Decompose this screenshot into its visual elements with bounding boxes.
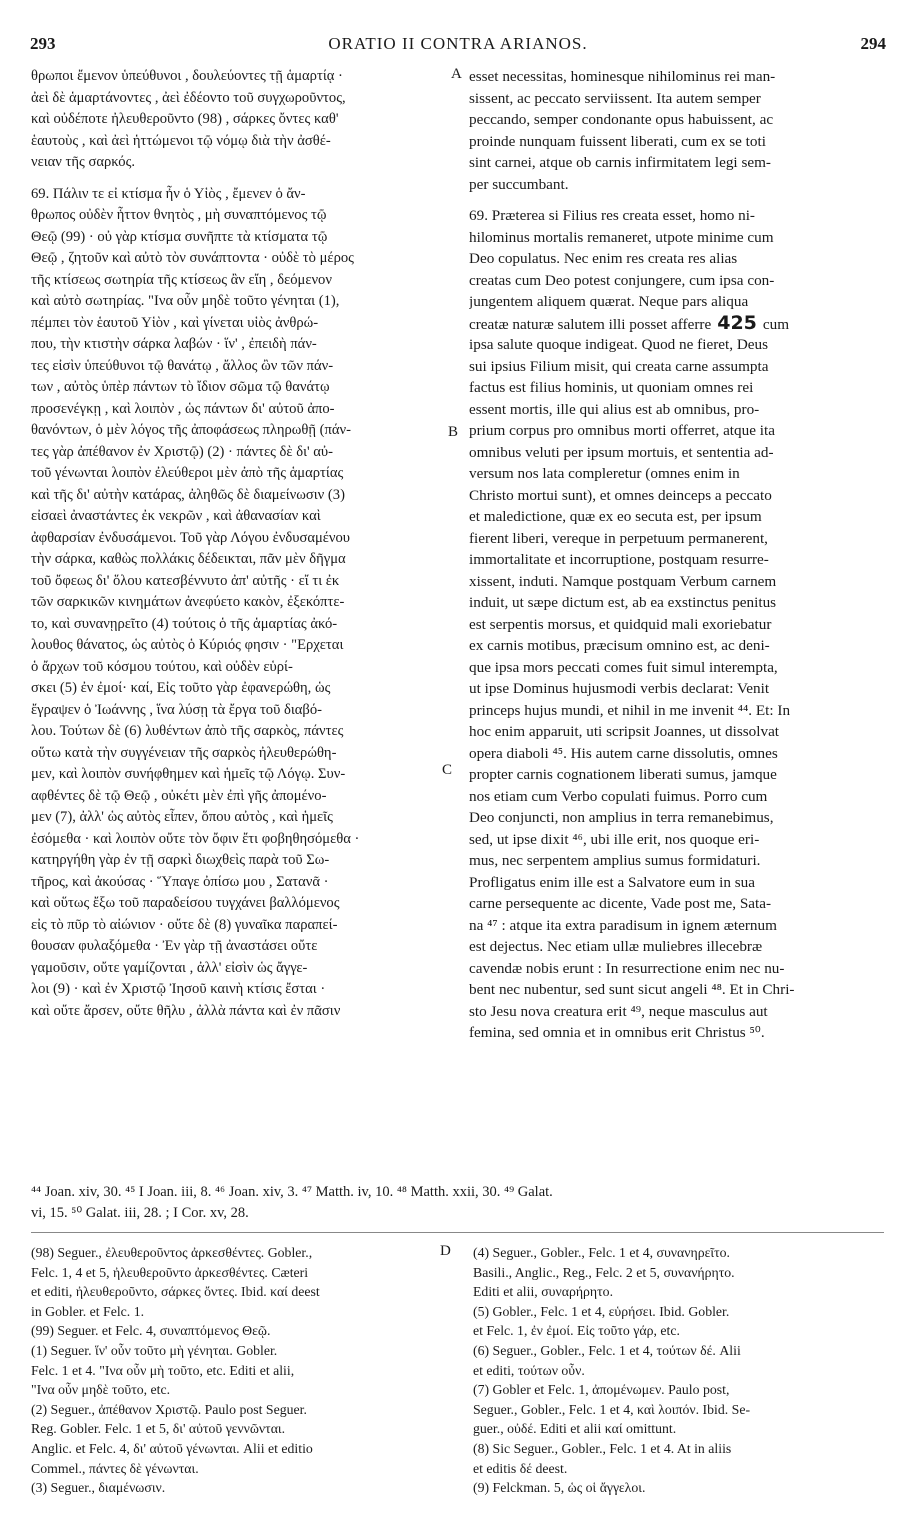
text-line: peccando, semper condonante opus habuissent, ac (469, 111, 774, 128)
text-line: θουσαν φυλαξόμεθα · Ἐν γὰρ τῇ ἀναστάσει οὔτε (31, 938, 318, 954)
text-line: των , αὐτὸς ὑπὲρ πάντων τὸ ἴδιον σῶμα τῷ θανάτῳ (31, 379, 330, 395)
text-line: τῆς κτίσεως σωτηρία τῆς κτίσεως ἂν εἴη , δεόμενον (31, 271, 332, 288)
text-line: τὴν σάρκα, καθὼς πολλάκις δέδεικται, πᾶν μὲν δῆγμα (31, 551, 346, 567)
text-line: carne persequente ac dicente, Vade post me, Sata- (469, 895, 772, 912)
note-line: (1) Seguer. ἵν' οὖν τοῦτο μὴ γένηται. Gobler. (31, 1342, 278, 1358)
text-line: factus est filius hominis, ut quoniam omnes rei (469, 379, 754, 396)
text-line: ἐσόμεθα · καὶ λοιπὸν οὔτε τὸν ὄφιν ἔτι φοβηθησόμεθα · (31, 830, 360, 847)
note-line: (8) Sic Seguer., Gobler., Felc. 1 et 4. At in aliis (473, 1440, 732, 1456)
note-line: in Gobler. et Felc. 1. (31, 1303, 145, 1319)
note-line: (3) Seguer., διαμένωσιν. (31, 1480, 166, 1496)
text-line: ex carnis motibus, præcisum omnino est, ac deni- (469, 637, 770, 654)
text-line: 69. Præterea si Filius res creata esset, homo ni- (469, 207, 755, 224)
text-line: καὶ οὕτως ἔξω τοῦ παραδείσου τυγχάνει βαλλόμενος (31, 895, 340, 911)
text-line: prium corpus pro omnibus morti offerret, atque ita (469, 422, 775, 439)
text-line: τοῦ γένωνται λοιπὸν ἐλεύθεροι μὲν ἀπὸ τῆς ἁμαρτίας (31, 465, 344, 481)
text-line: θανόντων, ὁ μὲν λόγος τῆς ἀποφάσεως πληρωθῇ (πάν- (31, 422, 351, 438)
text-line: essent mortis, ille qui alius est ab omnibus, pro- (469, 400, 760, 418)
note-line: (6) Seguer., Gobler., Felc. 1 et 4, τούτων δέ. Alii (473, 1342, 741, 1358)
text-line: Θεῷ , ζητοῦν καὶ αὐτὸ τὸν συνάπτοντα · οὐδὲ τὸ μέρος (31, 250, 354, 266)
note-line: (9) Felckman. 5, ὡς οἱ ἄγγελοι. (473, 1480, 646, 1496)
note-line: et editi, τούτων οὖν. (473, 1362, 585, 1378)
text-line: que ipsa mors peccati comes fuit simul interempta, (469, 658, 778, 676)
text-line: mus, nec serpentem amplius sumus formidaturi. (469, 852, 761, 869)
margin-letter-a: A (451, 66, 462, 82)
text-line: princeps hujus mundi, et nihil in me invenit ⁴⁴. Et: In (469, 701, 791, 719)
text-line: proinde nunquam fuissent liberati, cum ex se toti (469, 132, 766, 150)
text-line: οὕτω κατὰ τὴν συγγένειαν τῆς σαρκὸς ἠλευθερώθη- (31, 744, 337, 761)
text-line: sint carnei, atque ob carnis infirmitatem legi sem- (469, 154, 771, 171)
text-line: 69. Πάλιν τε εἰ κτίσμα ἦν ὁ Υἱὸς , ἔμενεν ὁ ἄν- (31, 185, 306, 202)
note-line: guer., οὐδέ. Editi et alii καί omittunt. (473, 1421, 677, 1437)
text-line: et maledictione, quæ ex eo secuta est, per ipsum (469, 508, 762, 525)
text-line: per succumbant. (469, 175, 569, 193)
text-line: ὁ ἄρχων τοῦ κόσμου τούτου, καὶ οὐδὲν εὑρί- (31, 658, 293, 675)
running-header (30, 34, 886, 60)
text-line: πέμπει τὸν ἑαυτοῦ Υἱὸν , καὶ γίνεται υἱὸς ἀνθρώ- (31, 314, 319, 331)
text-line: κατηργήθη γὰρ ἐν τῇ σαρκὶ διωχθεὶς παρὰ τοῦ Σω- (31, 852, 330, 868)
text-line: το, καὶ συνανῃρεῖτο (4) τούτοις ὁ τῆς ἁμαρτίας ἀκό- (31, 615, 338, 632)
note-line: Felc. 1 et 4. "Ινα οὖν μὴ τοῦτο, etc. Editi et alii, (31, 1362, 295, 1378)
text-line (469, 313, 880, 335)
text-line: Θεῷ (99) · οὐ γὰρ κτίσμα συνῆπτε τὰ κτίσματα τῷ (31, 228, 328, 245)
text-line: αφθέντες δὲ τῷ Θεῷ , οὐκέτι μὲν ἐπὶ γῆς ἀπομένο- (31, 787, 327, 804)
text-line: femina, sed omnia et in omnibus erit Christus ⁵⁰. (469, 1024, 765, 1041)
text-line: hoc enim apparuit, uti scripsit Joannes, ut dissolvat (469, 723, 780, 740)
text-line: καὶ τῆς δι' αὐτὴν κατάρας, ἀληθῶς δὲ διαμείνωσιν (3) (31, 486, 345, 503)
text-line: που, τὴν κτιστὴν σάρκα λαβών · ἵν' , ἐπειδὴ πάν- (31, 336, 317, 352)
text-line: fierent liberi, vereque in perpetuum permanerent, (469, 529, 768, 547)
text-line: sed, ut ipse dixit ⁴⁶, ubi ille erit, nos quoque eri- (469, 830, 760, 848)
text-line: sto Jesu nova creatura erit ⁴⁹, neque masculus aut (469, 1002, 768, 1020)
text-line: Deo copulatus. Nec enim res creata res alias (469, 250, 738, 267)
text-line: προσενέγκῃ , καὶ λοιπὸν , ὡς πάντων δι' αὐτοῦ ἀπο- (31, 400, 335, 417)
text-line: omnibus veluti per ipsum mortuis, et sententia ad- (469, 443, 774, 461)
page-number-right: 294 (860, 34, 886, 53)
note-line: et Felc. 1, ἐν ἐμοί. Εἰς τοῦτο γάρ, etc. (473, 1323, 680, 1339)
text-line: τοῦ ὄφεως δι' ὅλου κατεσβέννυτο ἀπ' αὐτῆς · εἴ τι ἐκ (31, 572, 340, 589)
text-line: immortalitate et incorruptione, postquam resurre- (469, 551, 769, 568)
text-line: ἑαυτοὺς , καὶ ἀεὶ ἡττώμενοι τῷ νόμῳ διὰ τὴν ἀσθέ- (31, 132, 331, 149)
text-line: εἰς τὸ πῦρ τὸ αἰώνιον · οὔτε δὲ (8) γυναῖκα παραπεί- (31, 916, 338, 933)
text-line: est serpentis morsus, et quidquid mali exoriebatur (469, 615, 772, 633)
text-line: μεν (7), ἀλλ' ὡς αὐτὸς εἶπεν, ὅπου αὐτὸς , καὶ ἡμεῖς (31, 809, 333, 825)
text-line: τῶν σαρκικῶν κινημάτων ἀνεφύετο κακὸν, ἐξεκόπτε- (31, 594, 345, 610)
text-line: καὶ αὐτὸ σωτηρίας. "Ινα οὖν μηδὲ τοῦτο γένηται (1), (31, 293, 340, 309)
scripture-references (31, 1182, 884, 1224)
text-segment: creatæ naturæ salutem illi posset afferre (469, 315, 712, 333)
note-line: (5) Gobler., Felc. 1 et 4, εὑρήσει. Ibid. Gobler. (473, 1303, 730, 1319)
text-segment: cum (762, 315, 790, 333)
critical-notes-right (473, 1243, 883, 1498)
note-line: Reg. Gobler. Felc. 1 et 5, δι' αὐτοῦ γεννῶνται. (31, 1421, 286, 1437)
text-line: λοι (9) · καὶ ἐν Χριστῷ Ἰησοῦ καινὴ κτίσις ἔσται · (31, 981, 326, 997)
note-line: Anglic. et Felc. 4, δι' αὐτοῦ γένωνται. Alii et editio (31, 1440, 313, 1456)
text-line: sui ipsius Filium misit, qui creata carne assumpta (469, 357, 769, 375)
text-line: versum nos lata compleretur (omnes enim in (469, 465, 740, 482)
text-line: jungentem aliquem quærat. Neque pars aliqua (469, 293, 749, 310)
text-line: bent nec nubentur, sed sunt sicut angeli ⁴⁸. Et in Chri- (469, 981, 795, 998)
note-line: Basili., Anglic., Reg., Felc. 2 et 5, συνανήρητο. (473, 1264, 735, 1280)
text-line: Christo mortui sunt), et omnes deinceps a peccato (469, 486, 772, 504)
text-line: propter carnis cognationem liberati sumus, jamque (469, 766, 777, 783)
page-marker: 425 (717, 312, 757, 334)
text-line: Deo conjuncti, non amplius in terra remanebimus, (469, 809, 774, 826)
running-title: ORATIO II CONTRA ARIANOS. (328, 34, 588, 53)
margin-letter-d: D (440, 1243, 451, 1259)
text-line: λουθος θάνατος, ὡς αὐτὸς ὁ Κύριός φησιν · "Ερχεται (31, 637, 344, 653)
text-line: μεν, καὶ λοιπὸν συνήφθημεν καὶ ἡμεῖς τῷ Λόγῳ. Συν- (31, 766, 346, 782)
text-line: opera diaboli ⁴⁵. His autem carne dissolutis, omnes (469, 744, 778, 762)
note-line: (99) Seguer. et Felc. 4, συναπτόμενος Θεῷ. (31, 1323, 271, 1339)
text-line: ut ipse Dominus hujusmodi verbis declarat: Venit (469, 680, 770, 697)
text-line: εἰσαεὶ ἀναστάντες ἐκ νεκρῶν , καὶ ἀθανασίαν καὶ (31, 508, 321, 524)
note-line: Editi et alii, συναρήρητο. (473, 1284, 614, 1300)
text-line: ἀφθαρσίαν ἐνδυσάμενοι. Τοῦ γὰρ Λόγου ἐνδυσαμένου (31, 529, 351, 546)
text-line: ipsa salute quoque indigeat. Quod ne fieret, Deus (469, 336, 769, 353)
text-line: sissent, ac peccato serviissent. Ita autem semper (469, 89, 761, 107)
text-line: est dejectus. Nec etiam ullæ muliebres illecebræ (469, 938, 763, 955)
scripture-ref-line: vi, 15. ⁵⁰ Galat. iii, 28. ; I Cor. xv, 28. (31, 1205, 249, 1221)
text-line: induit, ut sæpe dictum est, ab ea exstinctus penitus (469, 594, 777, 611)
scripture-ref-line: ⁴⁴ Joan. xiv, 30. ⁴⁵ I Joan. iii, 8. ⁴⁶ Joan. xiv, 3. ⁴⁷ Matth. iv, 10. ⁴⁸ Matth. xxii, 30. ⁴⁹ Galat. (31, 1184, 553, 1200)
text-line: nos etiam cum Verbo copulati fuimus. Porro cum (469, 787, 768, 805)
note-line: et editi, ἠλευθεροῦντο, σάρκες ὄντες. Ibid. καί deest (31, 1284, 320, 1300)
text-line: νειαν τῆς σαρκός. (31, 154, 136, 170)
text-line: καὶ οὐδέποτε ἠλευθεροῦντο (98) , σάρκες ὄντες καθ' (31, 111, 339, 127)
note-line: Felc. 1, 4 et 5, ἠλευθεροῦντο ἀρκεσθέντες. Cæteri (31, 1264, 309, 1280)
text-line: τες εἰσὶν ὑπεύθυνοι τῷ θανάτῳ , ἄλλος ὢν τῶν πάν- (31, 357, 334, 374)
notes-divider (31, 1232, 884, 1233)
note-line: (4) Seguer., Gobler., Felc. 1 et 4, συνανηρεῖτο. (473, 1245, 731, 1260)
note-line: Seguer., Gobler., Felc. 1 et 4, καὶ λοιπόν. Ibid. Se- (473, 1401, 751, 1417)
text-line: θρωπος οὐδὲν ἧττον θνητὸς , μὴ συναπτόμενος τῷ (31, 207, 327, 223)
text-line: Profligatus enim ille est a Salvatore eum in sua (469, 873, 755, 891)
text-line: τῆρος, καὶ ἀκούσας · Ὕπαγε ὀπίσω μου , Σατανᾶ · (31, 873, 329, 890)
text-line: cavendæ nobis erunt : In resurrectione enim nec nu- (469, 959, 785, 977)
note-line: (98) Seguer., ἐλευθεροῦντος ἀρκεσθέντες. Gobler., (31, 1245, 313, 1260)
text-line: τες γὰρ ἀπέθανον ἐν Χριστῷ) (2) · πάντες δὲ δι' αὐ- (31, 443, 334, 460)
margin-letter-b: B (448, 424, 459, 440)
note-line: Commel., πάντες δὲ γένωνται. (31, 1460, 199, 1476)
margin-letter-c: C (442, 762, 453, 778)
text-line: ἔγραψεν ὁ Ἰωάννης , ἵνα λύσῃ τὰ ἔργα τοῦ διαβό- (31, 701, 323, 718)
text-line: hilominus mortalis remaneret, utpote minime cum (469, 228, 774, 246)
text-line: esset necessitas, hominesque nihilominus rei man- (469, 68, 776, 85)
text-line: καὶ οὔτε ἄρσεν, οὔτε θῆλυ , ἀλλὰ πάντα καὶ ἐν πᾶσιν (31, 1002, 341, 1019)
greek-column (31, 66, 459, 1022)
text-line: na ⁴⁷ : atque ita extra paradisum in ignem æternum (469, 916, 777, 934)
page-number-left: 293 (30, 34, 56, 53)
text-line: θρωποι ἔμενον ὑπεύθυνοι , δουλεύοντες τῇ ἁμαρτίᾳ · (31, 68, 343, 84)
note-line: "Ινα οὖν μηδὲ τοῦτο, etc. (31, 1382, 171, 1398)
note-line: (2) Seguer., ἀπέθανον Χριστῷ. Paulo post Seguer. (31, 1401, 307, 1417)
text-line: creatas cum Deo potest conjungere, cum ipsa con- (469, 271, 775, 289)
text-line: ἀεὶ δὲ ἁμαρτάνοντες , ἀεὶ ἐδέοντο τοῦ συγχωροῦντος, (31, 89, 346, 106)
text-line: xissent, induti. Namque postquam Verbum carnem (469, 572, 777, 590)
text-line: σκει (5) ἐν ἐμοί· καί, Εἰς τοῦτο γὰρ ἐφανερώθη, ὡς (31, 680, 331, 696)
note-line: et editis δέ deest. (473, 1460, 568, 1476)
note-line: (7) Gobler et Felc. 1, ἀπομένωμεν. Paulo post, (473, 1382, 730, 1398)
text-line: λου. Τούτων δὲ (6) λυθέντων ἀπὸ τῆς σαρκὸς, πάντες (31, 723, 344, 739)
text-line: γαμοῦσιν, οὔτε γαμίζονται , ἀλλ' εἰσὶν ὡς ἄγγε- (31, 959, 308, 976)
critical-notes-left (31, 1243, 449, 1498)
latin-column (469, 66, 880, 1044)
